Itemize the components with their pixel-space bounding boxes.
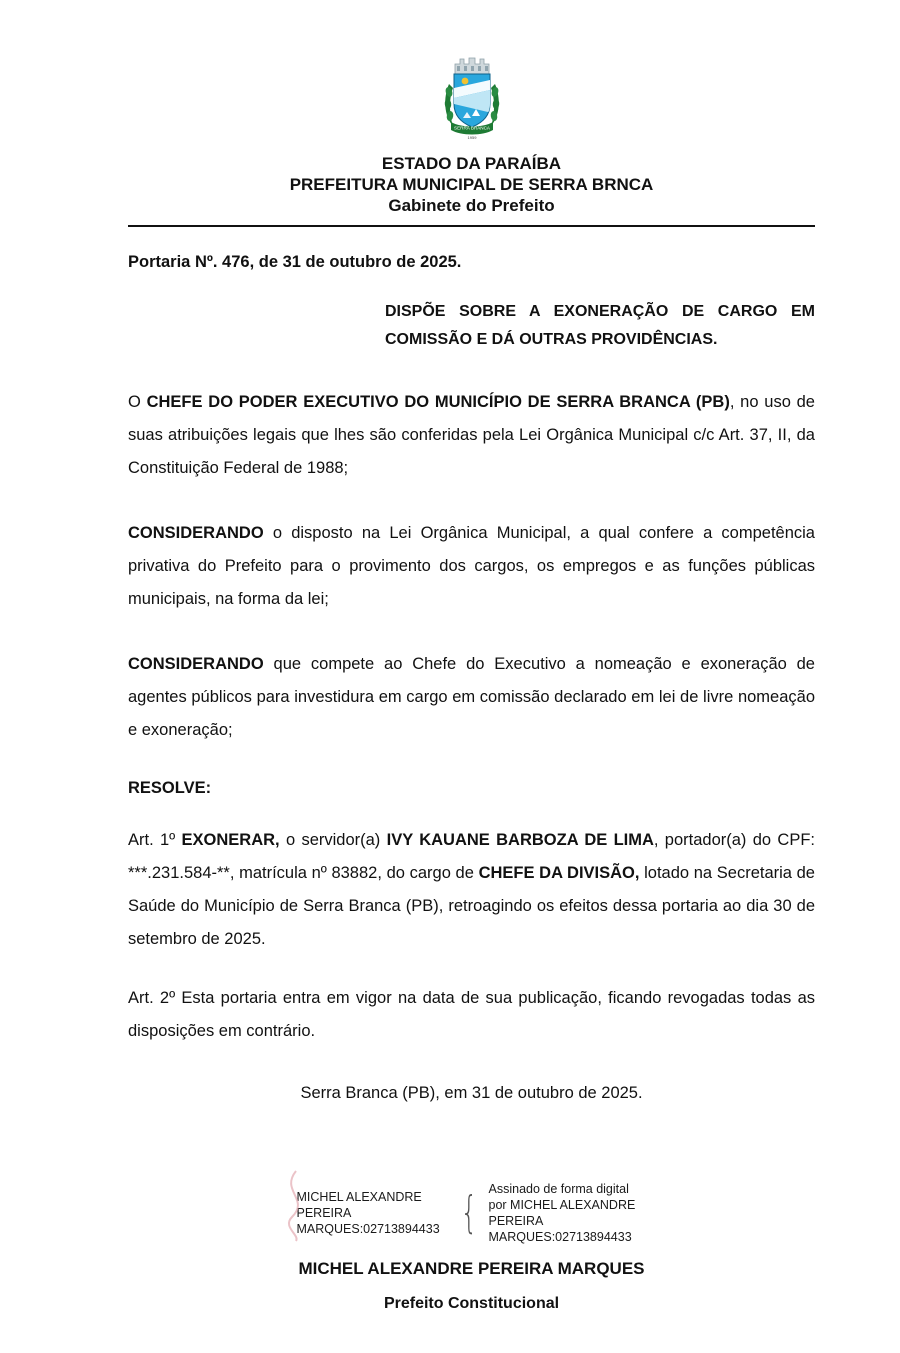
crest-container (128, 50, 815, 147)
letterhead (128, 153, 815, 216)
article-1-paragraph: Art. 1º EXONERAR, o servidor(a) IVY KAUANE BARBOZA DE LIMA, portador(a) do CPF: ***.231.584-**, matrícula nº 83882, do cargo de CHEFE DA DIVISÃO, lotado na Secretaria de Saúde do Município de Serra Branca (PB), retroagindo os efeitos dessa portaria ao dia 30 de setembro de 2025. (128, 831, 815, 948)
header-divider (128, 225, 815, 227)
portaria-summary: DISPÕE SOBRE A EXONERAÇÃO DE CARGO EM COMISSÃO E DÁ OUTRAS PROVIDÊNCIAS. (385, 303, 815, 348)
preamble-paragraph: O CHEFE DO PODER EXECUTIVO DO MUNICÍPIO DE SERRA BRANCA (PB), no uso de suas atribuições legais que lhes são conferidas pela Lei Orgânica Municipal c/c Art. 37, II, da Constituição Federal de 1988; (128, 393, 815, 477)
resolve-label: RESOLVE: (128, 779, 212, 797)
crest-year-text: 1959 (467, 135, 476, 140)
article-2-paragraph: Art. 2º Esta portaria entra em vigor na data de sua publicação, ficando revogadas todas as disposições em contrário. (128, 989, 815, 1040)
letterhead-state: ESTADO DA PARAÍBA (381, 154, 562, 173)
digital-signature-note: Assinado de forma digital por MICHEL ALEXANDRE PEREIRA MARQUES:02713894433 (488, 1182, 636, 1244)
signer-name: MICHEL ALEXANDRE PEREIRA MARQUES (298, 1259, 645, 1278)
digital-signer-text: MICHEL ALEXANDRE PEREIRA MARQUES:02713894433 (296, 1190, 440, 1236)
letterhead-city: PREFEITURA MUNICIPAL DE SERRA BRNCA (289, 175, 654, 194)
signature-brace-icon: { (460, 1187, 477, 1238)
coat-of-arms-icon (439, 50, 505, 142)
crest-banner-text: SERRA BRANCA (453, 125, 490, 131)
portaria-title: Portaria Nº. 476, de 31 de outubro de 2025. (128, 253, 462, 271)
signer-role: Prefeito Constitucional (383, 1295, 560, 1312)
letterhead-office: Gabinete do Prefeito (388, 196, 555, 215)
digital-signature-stamp (128, 1181, 815, 1245)
dateline: Serra Branca (PB), em 31 de outubro de 2025. (300, 1084, 643, 1102)
considering-paragraph-1: CONSIDERANDO o disposto na Lei Orgânica Municipal, a qual confere a competência privativa do Prefeito para o provimento dos cargos, os empregos e as funções públicas municipais, na forma da lei; (128, 524, 815, 608)
considering-paragraph-2: CONSIDERANDO que compete ao Chefe do Executivo a nomeação e exoneração de agentes públicos para investidura em cargo em comissão declarado em lei de livre nomeação e exoneração; (128, 655, 815, 739)
